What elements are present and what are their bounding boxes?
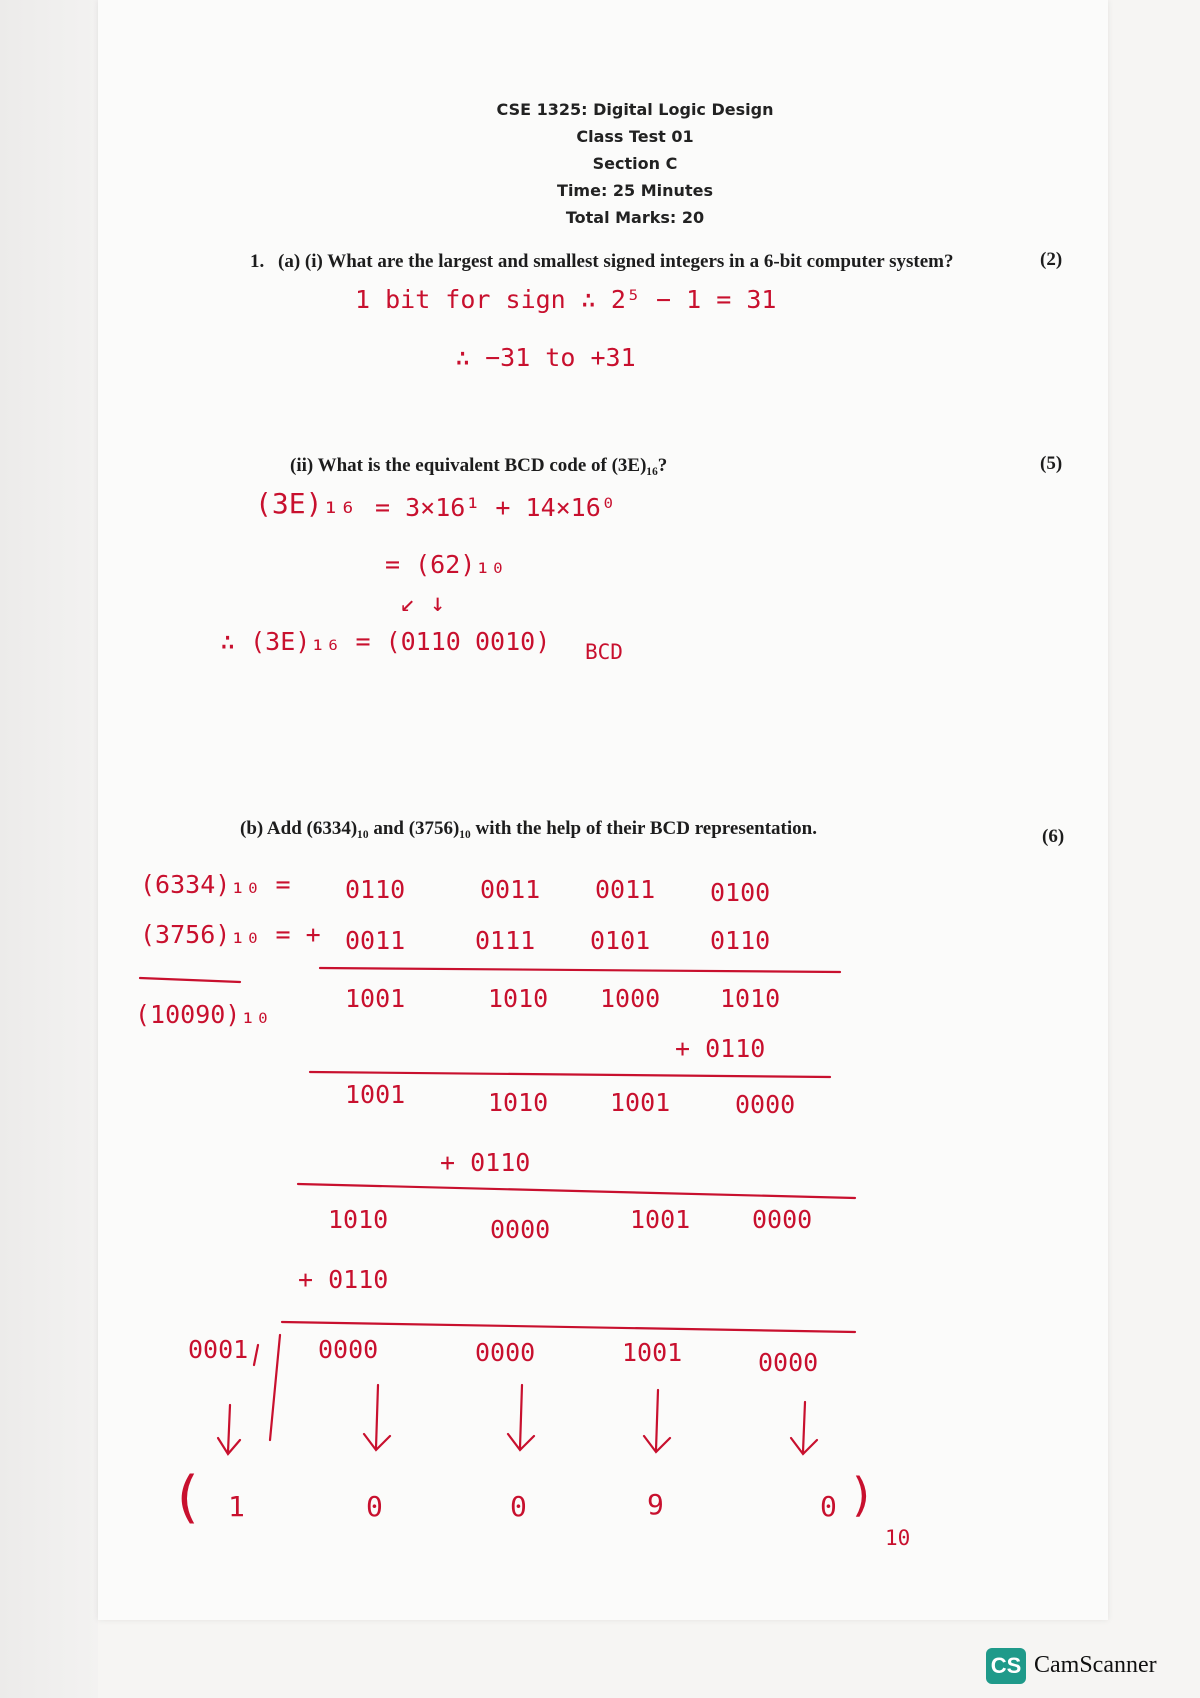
operand-a-digit: 0011 xyxy=(480,875,541,904)
result-digit: 0 xyxy=(366,1490,383,1523)
partial-sum-1-digit: 1000 xyxy=(600,984,661,1013)
result-open-paren: ( xyxy=(170,1465,204,1530)
partial-sum-2-digit: 1001 xyxy=(345,1080,406,1109)
result-base: 10 xyxy=(885,1526,911,1550)
answer-a-ii-result-2: 0010) xyxy=(475,627,551,656)
final-bcd-digit: 0000 xyxy=(318,1335,379,1364)
sum-label: (10090)₁₀ xyxy=(135,1000,271,1029)
operand-a-digit: 0100 xyxy=(710,878,771,907)
partial-sum-1-digit: 1010 xyxy=(720,984,781,1013)
camscanner-logo: CS xyxy=(986,1648,1026,1684)
marks-a-ii: (5) xyxy=(1040,453,1063,474)
answer-a-ii-lhs: (3E)₁₆ xyxy=(255,487,357,520)
question-b: (b) Add (6334)₁₀ and (3756)₁₀ with the help of their BCD representation. xyxy=(240,818,817,839)
camscanner-watermark: CamScanner xyxy=(1034,1652,1157,1678)
operand-b-digit: 0111 xyxy=(475,926,536,955)
partial-sum-1-digit: 1001 xyxy=(345,984,406,1013)
operand-a-label: (6334)₁₀ = xyxy=(140,870,291,899)
operand-b-digit: 0011 xyxy=(345,926,406,955)
partial-sum-3-digit: 1010 xyxy=(328,1205,389,1234)
final-bcd-digit: 0000 xyxy=(475,1338,536,1367)
time-label: Time: 25 Minutes xyxy=(557,181,713,200)
partial-sum-2-digit: 1001 xyxy=(610,1088,671,1117)
correction-3: + 0110 xyxy=(298,1265,389,1294)
scan-edge xyxy=(0,0,98,1698)
partial-sum-2-digit: 0000 xyxy=(735,1090,796,1119)
paper-page xyxy=(98,0,1108,1620)
question-number: 1. xyxy=(250,251,265,272)
section-label: Section C xyxy=(592,154,678,173)
answer-a-ii-decimal: = (62)₁₀ xyxy=(385,550,506,579)
partial-sum-2-digit: 1010 xyxy=(488,1088,549,1117)
answer-a-ii-bcd: BCD xyxy=(585,640,623,664)
partial-sum-3-digit: 0000 xyxy=(752,1205,813,1234)
course-title: CSE 1325: Digital Logic Design xyxy=(496,100,774,119)
operand-a-digit: 0110 xyxy=(345,875,406,904)
result-digit: 1 xyxy=(228,1490,245,1523)
answer-a-ii-result: ∴ (3E)₁₆ = (0110 xyxy=(220,627,461,656)
question-a-ii: (ii) What is the equivalent BCD code of (3E)₁₆? xyxy=(290,455,668,476)
correction-1: + 0110 xyxy=(675,1034,766,1063)
partial-sum-1-digit: 1010 xyxy=(488,984,549,1013)
operand-b-digit: 0110 xyxy=(710,926,771,955)
result-close-paren: ) xyxy=(848,1468,876,1522)
operand-b-digit: 0101 xyxy=(590,926,651,955)
partial-sum-3-digit: 1001 xyxy=(630,1205,691,1234)
correction-2: + 0110 xyxy=(440,1148,531,1177)
final-bcd-digit: 1001 xyxy=(622,1338,683,1367)
result-digit: 0 xyxy=(820,1490,837,1523)
test-name: Class Test 01 xyxy=(576,127,694,146)
question-a-i: (a) (i) What are the largest and smallest signed integers in a 6-bit computer system? xyxy=(278,251,954,272)
operand-a-digit: 0011 xyxy=(595,875,656,904)
final-bcd-digit: 0000 xyxy=(758,1348,819,1377)
answer-a-ii-arrows: ↙ ↓ xyxy=(400,588,446,617)
partial-sum-3-digit: 0000 xyxy=(490,1215,551,1244)
test-header xyxy=(0,96,1200,231)
answer-a-i-line1: 1 bit for sign ∴ 2⁵ − 1 = 31 xyxy=(355,285,777,314)
total-marks: Total Marks: 20 xyxy=(565,208,705,227)
operand-b-label: (3756)₁₀ = + xyxy=(140,920,321,949)
answer-a-ii-expansion: = 3×16¹ + 14×16⁰ xyxy=(375,493,616,522)
result-digit: 9 xyxy=(647,1488,664,1521)
carry-digit: 0001 xyxy=(188,1335,249,1364)
result-digit: 0 xyxy=(510,1490,527,1523)
marks-b: (6) xyxy=(1042,826,1065,847)
answer-a-i-line2: ∴ −31 to +31 xyxy=(455,343,636,372)
marks-a-i: (2) xyxy=(1040,249,1063,270)
